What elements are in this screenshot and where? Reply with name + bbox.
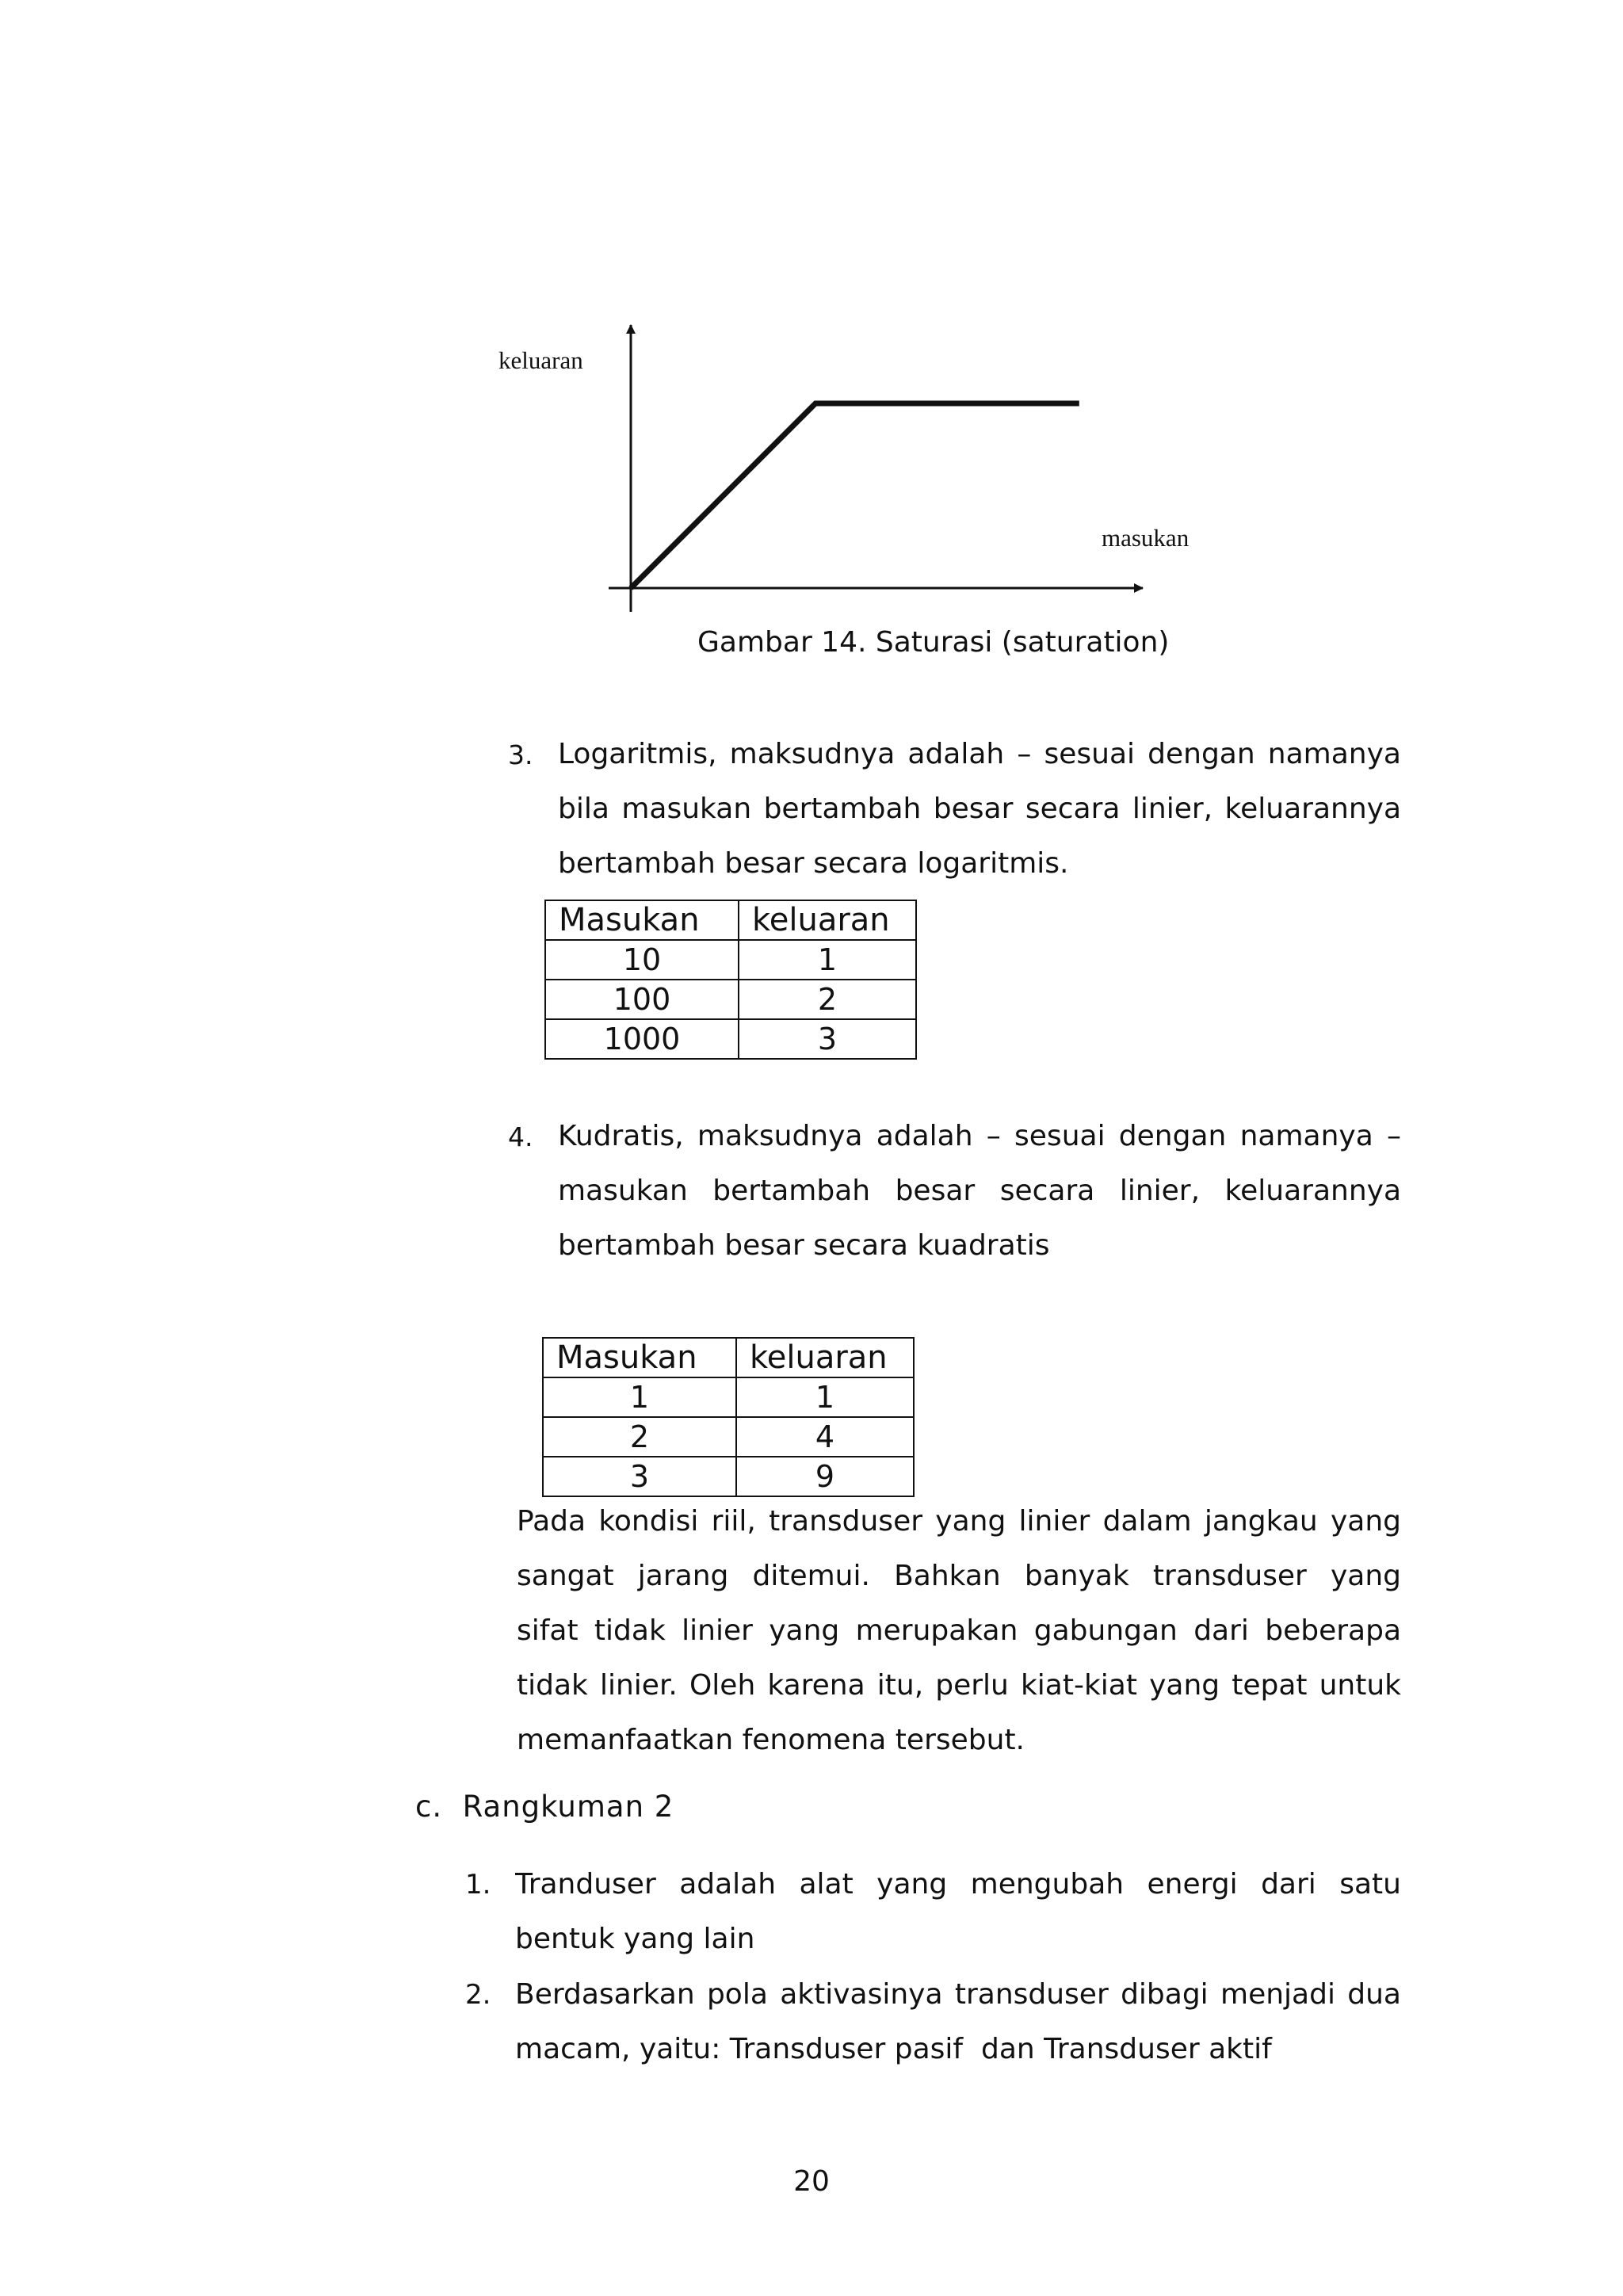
table-header-cell: Masukan bbox=[545, 900, 739, 940]
y-axis-label: keluaran bbox=[498, 346, 583, 374]
x-axis-label: masukan bbox=[1102, 524, 1190, 552]
item3-line-3: bertambah besar secara logaritmis. bbox=[558, 847, 1069, 880]
table-cell: 1 bbox=[739, 940, 916, 980]
table-row bbox=[543, 1457, 914, 1496]
paragraph-line-3: sifat tidak linier yang merupakan gabungan dari beberapa bbox=[517, 1614, 1401, 1647]
saturation-chart bbox=[0, 0, 1623, 634]
series-line-saturasi bbox=[631, 403, 1079, 588]
table-row bbox=[545, 980, 916, 1019]
table-header-row bbox=[545, 900, 916, 940]
table-cell: 4 bbox=[736, 1417, 914, 1457]
table-cell: 10 bbox=[545, 940, 739, 980]
table-cell: 1 bbox=[736, 1377, 914, 1417]
paragraph-line-1: Pada kondisi riil, transduser yang linier dalam jangkau yang bbox=[517, 1505, 1401, 1538]
table-header-row bbox=[543, 1338, 914, 1377]
item4-line-2: masukan bertambah besar secara linier, keluarannya bbox=[558, 1175, 1401, 1207]
table-header-cell: keluaran bbox=[736, 1338, 914, 1377]
table-quadratic bbox=[542, 1337, 915, 1497]
item3-line-1: Logaritmis, maksudnya adalah – sesuai dengan namanya bbox=[558, 738, 1401, 770]
table-cell: 100 bbox=[545, 980, 739, 1019]
table-header-cell: Masukan bbox=[543, 1338, 736, 1377]
table-cell: 3 bbox=[543, 1457, 736, 1496]
table-cell: 1000 bbox=[545, 1019, 739, 1059]
paragraph-line-2: sangat jarang ditemui. Bahkan banyak transduser yang bbox=[517, 1560, 1401, 1592]
summary-item1-line-1: Tranduser adalah alat yang mengubah energi dari satu bbox=[515, 1868, 1401, 1901]
table-row bbox=[545, 940, 916, 980]
figure-caption: Gambar 14. Saturasi (saturation) bbox=[697, 626, 1170, 659]
summary-item2-line-2: macam, yaitu: Transduser pasif dan Transduser aktif bbox=[515, 2033, 1272, 2065]
table-cell: 2 bbox=[543, 1417, 736, 1457]
table-row bbox=[543, 1417, 914, 1457]
summary-item-number-2: 2. bbox=[465, 1979, 491, 2011]
table-cell: 3 bbox=[739, 1019, 916, 1059]
paragraph-line-5: memanfaatkan fenomena tersebut. bbox=[517, 1724, 1025, 1756]
table-cell: 2 bbox=[739, 980, 916, 1019]
table-row bbox=[545, 1019, 916, 1059]
item4-line-1: Kudratis, maksudnya adalah – sesuai dengan namanya – bbox=[558, 1120, 1401, 1152]
section-heading: c. Rangkuman 2 bbox=[415, 1790, 674, 1824]
item-number-4: 4. bbox=[508, 1121, 533, 1152]
item-number-3: 3. bbox=[508, 739, 533, 770]
page-number: 20 bbox=[793, 2165, 830, 2198]
table-cell: 9 bbox=[736, 1457, 914, 1496]
item3-line-2: bila masukan bertambah besar secara linier, keluarannya bbox=[558, 793, 1401, 825]
summary-item2-line-1: Berdasarkan pola aktivasinya transduser dibagi menjadi dua bbox=[515, 1978, 1401, 2011]
table-cell: 1 bbox=[543, 1377, 736, 1417]
table-logarithmic bbox=[544, 900, 917, 1060]
item4-line-3: bertambah besar secara kuadratis bbox=[558, 1229, 1050, 1262]
table-header-cell: keluaran bbox=[739, 900, 916, 940]
table-row bbox=[543, 1377, 914, 1417]
paragraph-line-4: tidak linier. Oleh karena itu, perlu kiat-kiat yang tepat untuk bbox=[517, 1669, 1401, 1702]
summary-item-number-1: 1. bbox=[465, 1869, 491, 1901]
summary-item1-line-2: bentuk yang lain bbox=[515, 1923, 755, 1955]
